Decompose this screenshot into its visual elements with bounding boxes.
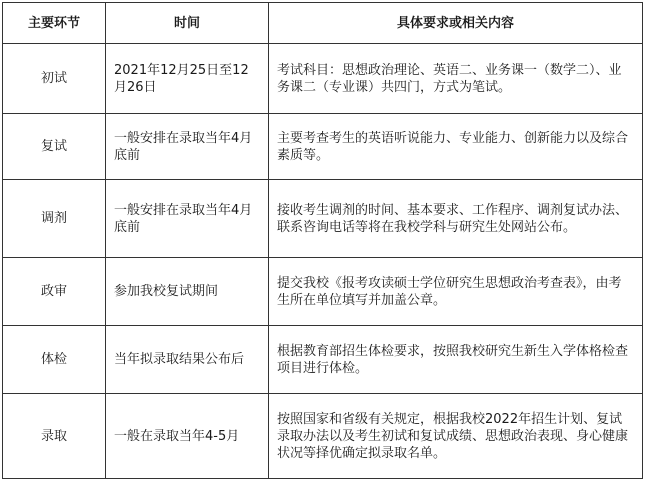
- time-cell: 当年拟录取结果公布后: [106, 326, 269, 394]
- content-cell: 考试科目：思想政治理论、英语二、业务课一（数学二）、业务课二（专业课）共四门，方式为笔试。: [269, 44, 643, 114]
- time-cell: 2021年12月25日至12月26日: [106, 44, 269, 114]
- time-cell: 一般在录取当年4-5月: [106, 394, 269, 479]
- table-row: [3, 114, 643, 180]
- time-cell: 一般安排在录取当年4月底前: [106, 180, 269, 258]
- header-time: 时间: [106, 3, 269, 44]
- table-row: [3, 258, 643, 326]
- header-content: 具体要求或相关内容: [269, 3, 643, 44]
- table-row: [3, 326, 643, 394]
- stage-cell: 录取: [3, 394, 106, 479]
- content-cell: 主要考查考生的英语听说能力、专业能力、创新能力以及综合素质等。: [269, 114, 643, 180]
- stage-cell: 调剂: [3, 180, 106, 258]
- table-row: [3, 180, 643, 258]
- content-cell: 接收考生调剂的时间、基本要求、工作程序、调剂复试办法、联系咨询电话等将在我校学科与研究生处网站公布。: [269, 180, 643, 258]
- table-header-row: [3, 3, 643, 44]
- time-cell: 参加我校复试期间: [106, 258, 269, 326]
- table-row: [3, 44, 643, 114]
- stage-cell: 初试: [3, 44, 106, 114]
- stage-cell: 复试: [3, 114, 106, 180]
- table-row: [3, 394, 643, 479]
- content-cell: 根据教育部招生体检要求，按照我校研究生新生入学体格检查项目进行体检。: [269, 326, 643, 394]
- stage-cell: 体检: [3, 326, 106, 394]
- content-cell: 提交我校《报考攻读硕士学位研究生思想政治考查表》，由考生所在单位填写并加盖公章。: [269, 258, 643, 326]
- header-stage: 主要环节: [3, 3, 106, 44]
- stage-cell: 政审: [3, 258, 106, 326]
- admission-schedule-table: [2, 2, 643, 479]
- time-cell: 一般安排在录取当年4月底前: [106, 114, 269, 180]
- content-cell: 按照国家和省级有关规定，根据我校2022年招生计划、复试录取办法以及考生初试和复试成绩、思想政治表现、身心健康状况等择优确定拟录取名单。: [269, 394, 643, 479]
